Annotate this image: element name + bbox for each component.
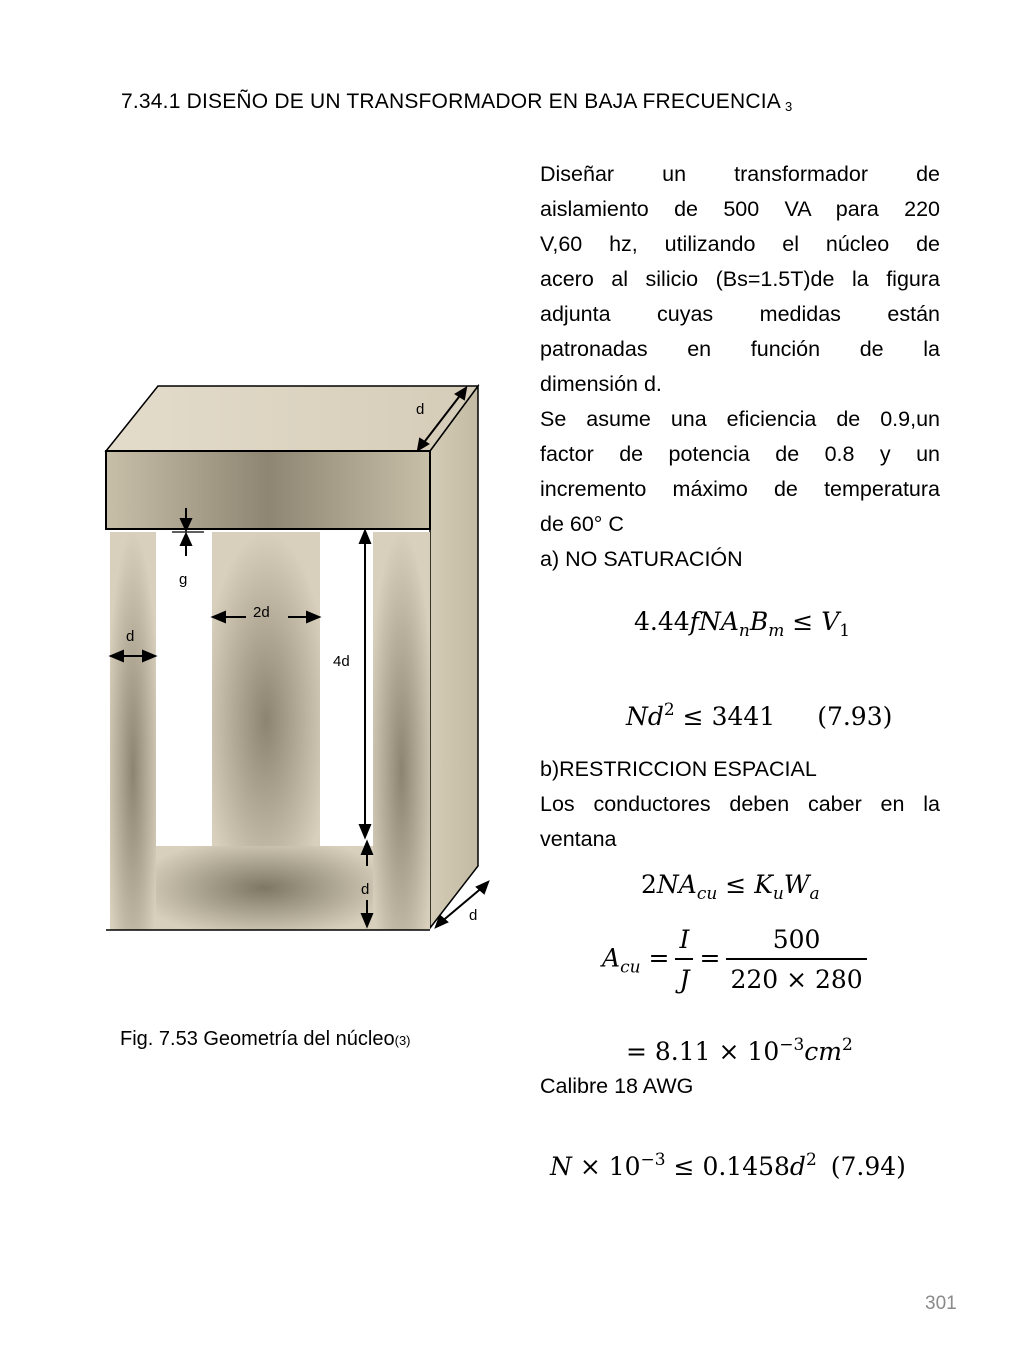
fraction-i-over-j: $\frac{I}{J}$ [675,926,693,994]
equation-copper-area: $A_{cu}$ = $\frac{I}{J}$ = $\frac{500}{220 \times 280}$ [602,926,873,994]
figure-caption: Fig. 7.53 Geometría del núcleo(3) [120,1028,411,1050]
equation-7-93: Nd$^2$ ≤ 3441 (7.93) [626,700,893,731]
intro-line: aislamiento de 500 VA para 220 [540,197,940,221]
equation-no-saturation: $4.44fNA_nB_m \le V_1$ [634,607,851,641]
section-b-line: ventana [540,827,617,851]
intro-line: de 60° C [540,512,624,536]
top-yoke [106,451,430,529]
equation-tag: (7.94) [830,1152,906,1181]
label-bottom-yoke-height: d [361,881,370,898]
label-window-height: 4d [333,653,350,670]
heading-text: 7.34.1 DISEÑO DE UN TRANSFORMADOR EN BAJA FRECUENCIA [121,90,781,113]
right-leg [373,532,430,930]
core-side-face [430,386,478,928]
section-b-line: Los conductores deben caber en la [540,792,940,816]
intro-line: Se asume una eficiencia de 0.9,un [540,407,940,431]
label-bottom-depth: d [469,907,478,924]
equation-7-94: $N \times 10^{-3} \le 0.1458d^2$ (7.94) [550,1150,906,1181]
equation-copper-area-value: = $8.11 \times 10^{-3}cm^2$ [626,1035,853,1066]
intro-line: Diseñar un transformador de [540,162,940,186]
intro-line: V,60 hz, utilizando el núcleo de [540,232,940,256]
intro-line: acero al silicio (Bs=1.5T)de la figura [540,267,940,291]
left-leg [110,532,156,930]
label-gap: g [179,571,188,588]
fraction-500-over-product: $\frac{500}{220 \times 280}$ [726,926,866,994]
label-top-depth: d [416,401,425,418]
intro-line: incremento máximo de temperatura [540,477,940,501]
page-number: 301 [925,1293,957,1314]
heading-reference: 3 [784,99,793,114]
intro-line: adjunta cuyas medidas están [540,302,940,326]
equation-tag: (7.93) [817,702,893,731]
label-center-leg-width: 2d [253,604,270,621]
center-leg [212,532,320,846]
intro-line: dimensión d. [540,372,662,396]
label-left-leg-width: d [126,628,135,645]
intro-line: factor de potencia de 0.8 y un [540,442,940,466]
equation-window-constraint: $2NA_{cu} \le K_uW_a$ [641,870,820,904]
section-a-title: a) NO SATURACIÓN [540,547,743,571]
bottom-yoke [156,846,373,930]
wire-gauge: Calibre 18 AWG [540,1074,694,1098]
section-b-title: b)RESTRICCION ESPACIAL [540,757,817,781]
intro-line: patronadas en función de la [540,337,940,361]
